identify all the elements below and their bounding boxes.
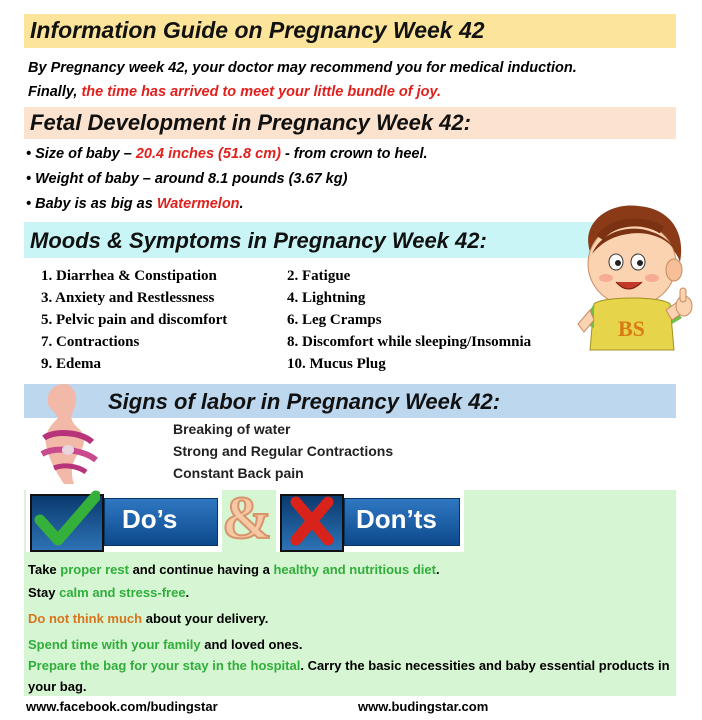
page-title: Information Guide on Pregnancy Week 42 [30,17,485,43]
mood-item: 1. Diarrhea & Constipation [41,268,217,284]
labor-list [173,421,393,487]
tip-text: and continue having a [132,562,270,577]
fetal-size-line [26,146,428,162]
mood-item: 9. Edema [41,356,101,372]
labor-item: Breaking of water [173,421,291,437]
intro-highlight: the time has arrived to meet your little bundle of joy. [81,84,442,100]
fetal-weight-line [26,171,347,187]
tip-highlight: Do not think much [28,611,143,626]
tip-text: . Carry the basic necessities and baby essential products in [300,658,670,673]
tip-line-3 [28,611,268,626]
moods-left-list [41,268,227,378]
fetal-compare-line [26,196,244,212]
mood-item: 8. Discomfort while sleeping/Insomnia [287,334,532,350]
fetal-heading: Fetal Development in Pregnancy Week 42: [30,110,471,135]
donts-label: Don’ts [356,504,437,534]
fetal-compare-value: Watermelon [156,196,240,212]
tip-line-1 [28,562,440,577]
bullet-icon: • [26,171,32,187]
donts-banner [276,490,464,552]
tip-line-4 [28,637,303,652]
dos-label: Do’s [122,504,178,534]
footer-website-link[interactable]: www.budingstar.com [358,699,489,714]
tip-highlight: calm and stress-free [59,585,186,600]
labor-item: Constant Back pain [173,465,304,481]
tip-text: your bag. [28,679,87,694]
fetal-compare-suffix: . [239,196,244,212]
fetal-size-suffix: - from crown to heel. [284,146,428,162]
tip-text: and loved ones. [204,637,303,652]
fetal-weight: Weight of baby – around 8.1 pounds (3.67 kg) [35,171,348,187]
labor-item: Strong and Regular Contractions [173,443,394,459]
ampersand: & [222,485,272,551]
tip-text: . [185,585,190,600]
tip-text: Take [28,562,57,577]
x-mark-icon [290,496,334,546]
tip-line-5 [28,658,670,673]
tip-text: about your delivery. [145,611,269,626]
pregnant-woman-illustration [34,380,106,490]
intro-line-2 [28,84,441,100]
tip-highlight: proper rest [60,562,129,577]
tip-highlight: healthy and nutritious diet [273,562,436,577]
bullet-icon: • [26,196,32,212]
mood-item: 6. Leg Cramps [287,312,382,328]
intro-line-1 [28,60,577,76]
tip-text: Stay [28,585,56,600]
mood-item: 2. Fatigue [287,268,351,284]
labor-heading: Signs of labor in Pregnancy Week 42: [108,389,501,414]
intro-prefix: Finally, [28,84,78,100]
footer-facebook-link[interactable]: www.facebook.com/budingstar [26,699,218,714]
mascot-badge: BS [618,316,645,341]
mood-item: 10. Mucus Plug [287,356,386,372]
fetal-size-prefix: Size of baby – [35,146,132,162]
mood-item: 5. Pelvic pain and discomfort [41,312,228,328]
fetal-size-value: 20.4 inches (51.8 cm) [135,146,281,162]
dos-banner [26,490,222,552]
moods-heading: Moods & Symptoms in Pregnancy Week 42: [30,228,487,253]
intro-text-1: By Pregnancy week 42, your doctor may recommend you for medical induction. [28,60,577,76]
mood-item: 4. Lightning [287,290,366,306]
checkmark-icon [34,490,100,548]
tip-line-6 [28,679,87,694]
mood-item: 7. Contractions [41,334,140,350]
fetal-compare-prefix: Baby is as big as [35,196,153,212]
tip-text: . [435,562,440,577]
tip-line-2 [28,585,189,600]
tip-highlight: Spend time with your family [28,637,201,652]
tip-highlight: Prepare the bag for your stay in the hospital [28,658,301,673]
mascot-boy-illustration [572,200,694,358]
bullet-icon: • [26,146,32,162]
moods-right-list [287,268,531,378]
mood-item: 3. Anxiety and Restlessness [41,290,215,306]
